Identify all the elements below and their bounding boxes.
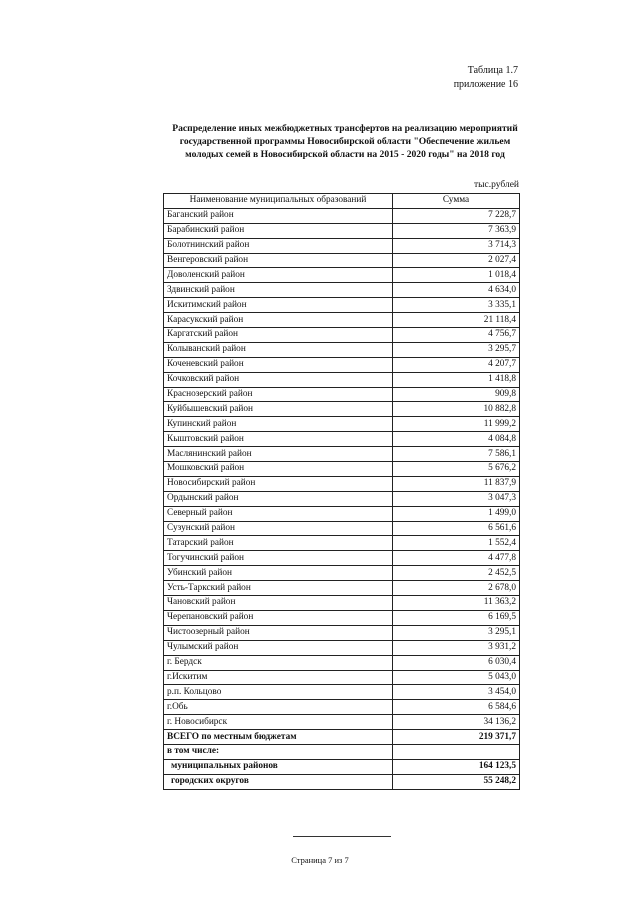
- table-row: [164, 268, 520, 283]
- transfer-sum: 1 552,4: [393, 536, 520, 551]
- transfer-sum: 34 136,2: [393, 715, 520, 730]
- including-row: [164, 744, 520, 759]
- transfer-sum: 3 454,0: [393, 685, 520, 700]
- transfer-sum: 6 030,4: [393, 655, 520, 670]
- table-header-row: [164, 194, 520, 209]
- transfer-sum: [393, 744, 520, 759]
- municipality-name: Болотнинский район: [164, 238, 393, 253]
- breakdown-row: [164, 774, 520, 789]
- transfer-sum: 3 714,3: [393, 238, 520, 253]
- transfer-sum: 3 295,7: [393, 342, 520, 357]
- municipality-name: Ордынский район: [164, 491, 393, 506]
- table-row: [164, 715, 520, 730]
- table-row: [164, 447, 520, 462]
- table-row: [164, 402, 520, 417]
- municipality-name: Татарский район: [164, 536, 393, 551]
- table-row: [164, 581, 520, 596]
- municipality-name: Сузунский район: [164, 521, 393, 536]
- transfer-sum: 7 228,7: [393, 208, 520, 223]
- table-row: [164, 506, 520, 521]
- table-row: [164, 462, 520, 477]
- municipality-name: Искитимский район: [164, 298, 393, 313]
- total-row: [164, 730, 520, 745]
- transfer-sum: 11 837,9: [393, 476, 520, 491]
- transfer-sum: 909,8: [393, 387, 520, 402]
- table-row: [164, 476, 520, 491]
- transfer-sum: 3 931,2: [393, 640, 520, 655]
- municipality-name: г. Новосибирск: [164, 715, 393, 730]
- transfer-sum: 2 678,0: [393, 581, 520, 596]
- municipality-name: Тогучинский район: [164, 551, 393, 566]
- transfer-sum: 10 882,8: [393, 402, 520, 417]
- title-line: молодых семей в Новосибирской области на 2015 - 2020 годы" на 2018 год: [185, 149, 505, 160]
- document-title: [160, 122, 530, 161]
- municipality-name: Убинский район: [164, 566, 393, 581]
- transfer-sum: 6 584,6: [393, 700, 520, 715]
- table-row: [164, 700, 520, 715]
- table-row: [164, 685, 520, 700]
- transfer-sum: 3 335,1: [393, 298, 520, 313]
- table-row: [164, 551, 520, 566]
- transfer-sum: 3 047,3: [393, 491, 520, 506]
- page-number: Страница 7 из 7: [291, 855, 349, 865]
- municipality-name: муниципальных районов: [164, 759, 393, 774]
- municipality-name: Черепановский район: [164, 610, 393, 625]
- transfer-sum: 164 123,5: [393, 759, 520, 774]
- municipality-name: г.Обь: [164, 700, 393, 715]
- column-header-sum: Сумма: [393, 194, 520, 209]
- table-row: [164, 491, 520, 506]
- transfer-sum: 6 169,5: [393, 610, 520, 625]
- municipality-name: г. Бердск: [164, 655, 393, 670]
- table-row: [164, 670, 520, 685]
- table-row: [164, 596, 520, 611]
- table-number: Таблица 1.7: [467, 65, 518, 76]
- municipality-name: Баганский район: [164, 208, 393, 223]
- municipality-name: Кочковский район: [164, 372, 393, 387]
- table-row: [164, 521, 520, 536]
- municipality-name: Куйбышевский район: [164, 402, 393, 417]
- municipality-name: ВСЕГО по местным бюджетам: [164, 730, 393, 745]
- units-label: тыс.рублей: [473, 180, 519, 190]
- table-row: [164, 417, 520, 432]
- table-row: [164, 298, 520, 313]
- title-line: Распределение иных межбюджетных трансфертов на реализацию мероприятий: [172, 123, 518, 134]
- column-header-name: Наименование муниципальных образований: [164, 194, 393, 209]
- transfer-sum: 1 499,0: [393, 506, 520, 521]
- footer-divider: [293, 836, 391, 837]
- table-row: [164, 238, 520, 253]
- transfer-sum: 11 999,2: [393, 417, 520, 432]
- table-row: [164, 372, 520, 387]
- transfer-sum: 55 248,2: [393, 774, 520, 789]
- transfer-sum: 1 018,4: [393, 268, 520, 283]
- transfer-sum: 7 586,1: [393, 447, 520, 462]
- municipality-name: в том числе:: [164, 744, 393, 759]
- table-row: [164, 655, 520, 670]
- transfer-sum: 4 756,7: [393, 328, 520, 343]
- municipality-name: Кыштовский район: [164, 432, 393, 447]
- transfer-sum: 6 561,6: [393, 521, 520, 536]
- table-row: [164, 253, 520, 268]
- municipality-name: р.п. Кольцово: [164, 685, 393, 700]
- municipality-name: Чулымский район: [164, 640, 393, 655]
- table-row: [164, 283, 520, 298]
- transfer-sum: 4 207,7: [393, 357, 520, 372]
- table-row: [164, 387, 520, 402]
- municipality-name: г.Искитим: [164, 670, 393, 685]
- municipality-name: Северный район: [164, 506, 393, 521]
- transfer-sum: 11 363,2: [393, 596, 520, 611]
- table-row: [164, 223, 520, 238]
- transfer-sum: 4 634,0: [393, 283, 520, 298]
- municipality-name: Здвинский район: [164, 283, 393, 298]
- breakdown-row: [164, 759, 520, 774]
- table-row: [164, 432, 520, 447]
- transfer-sum: 2 027,4: [393, 253, 520, 268]
- municipality-name: городских округов: [164, 774, 393, 789]
- table-row: [164, 566, 520, 581]
- transfer-sum: 5 676,2: [393, 462, 520, 477]
- municipality-name: Венгеровский район: [164, 253, 393, 268]
- municipality-name: Чановский район: [164, 596, 393, 611]
- transfers-table: [163, 193, 520, 790]
- transfer-sum: 5 043,0: [393, 670, 520, 685]
- municipality-name: Краснозерский район: [164, 387, 393, 402]
- municipality-name: Каргатский район: [164, 328, 393, 343]
- transfer-sum: 21 118,4: [393, 313, 520, 328]
- municipality-name: Новосибирский район: [164, 476, 393, 491]
- transfer-sum: 2 452,5: [393, 566, 520, 581]
- municipality-name: Карасукский район: [164, 313, 393, 328]
- table-row: [164, 536, 520, 551]
- transfer-sum: 3 295,1: [393, 625, 520, 640]
- transfer-sum: 7 363,9: [393, 223, 520, 238]
- municipality-name: Купинский район: [164, 417, 393, 432]
- transfer-sum: 1 418,8: [393, 372, 520, 387]
- transfer-sum: 4 477,8: [393, 551, 520, 566]
- table-row: [164, 342, 520, 357]
- municipality-name: Коченевский район: [164, 357, 393, 372]
- municipality-name: Усть-Таркский район: [164, 581, 393, 596]
- table-row: [164, 208, 520, 223]
- table-row: [164, 357, 520, 372]
- table-row: [164, 640, 520, 655]
- appendix-label: приложение 16: [453, 79, 518, 90]
- table-row: [164, 313, 520, 328]
- table-row: [164, 328, 520, 343]
- municipality-name: Барабинский район: [164, 223, 393, 238]
- municipality-name: Колыванский район: [164, 342, 393, 357]
- municipality-name: Мошковский район: [164, 462, 393, 477]
- table-row: [164, 610, 520, 625]
- municipality-name: Доволенский район: [164, 268, 393, 283]
- title-line: государственной программы Новосибирской области "Обеспечение жильем: [179, 136, 511, 147]
- transfer-sum: 219 371,7: [393, 730, 520, 745]
- table-row: [164, 625, 520, 640]
- municipality-name: Маслянинский район: [164, 447, 393, 462]
- municipality-name: Чистоозерный район: [164, 625, 393, 640]
- transfer-sum: 4 084,8: [393, 432, 520, 447]
